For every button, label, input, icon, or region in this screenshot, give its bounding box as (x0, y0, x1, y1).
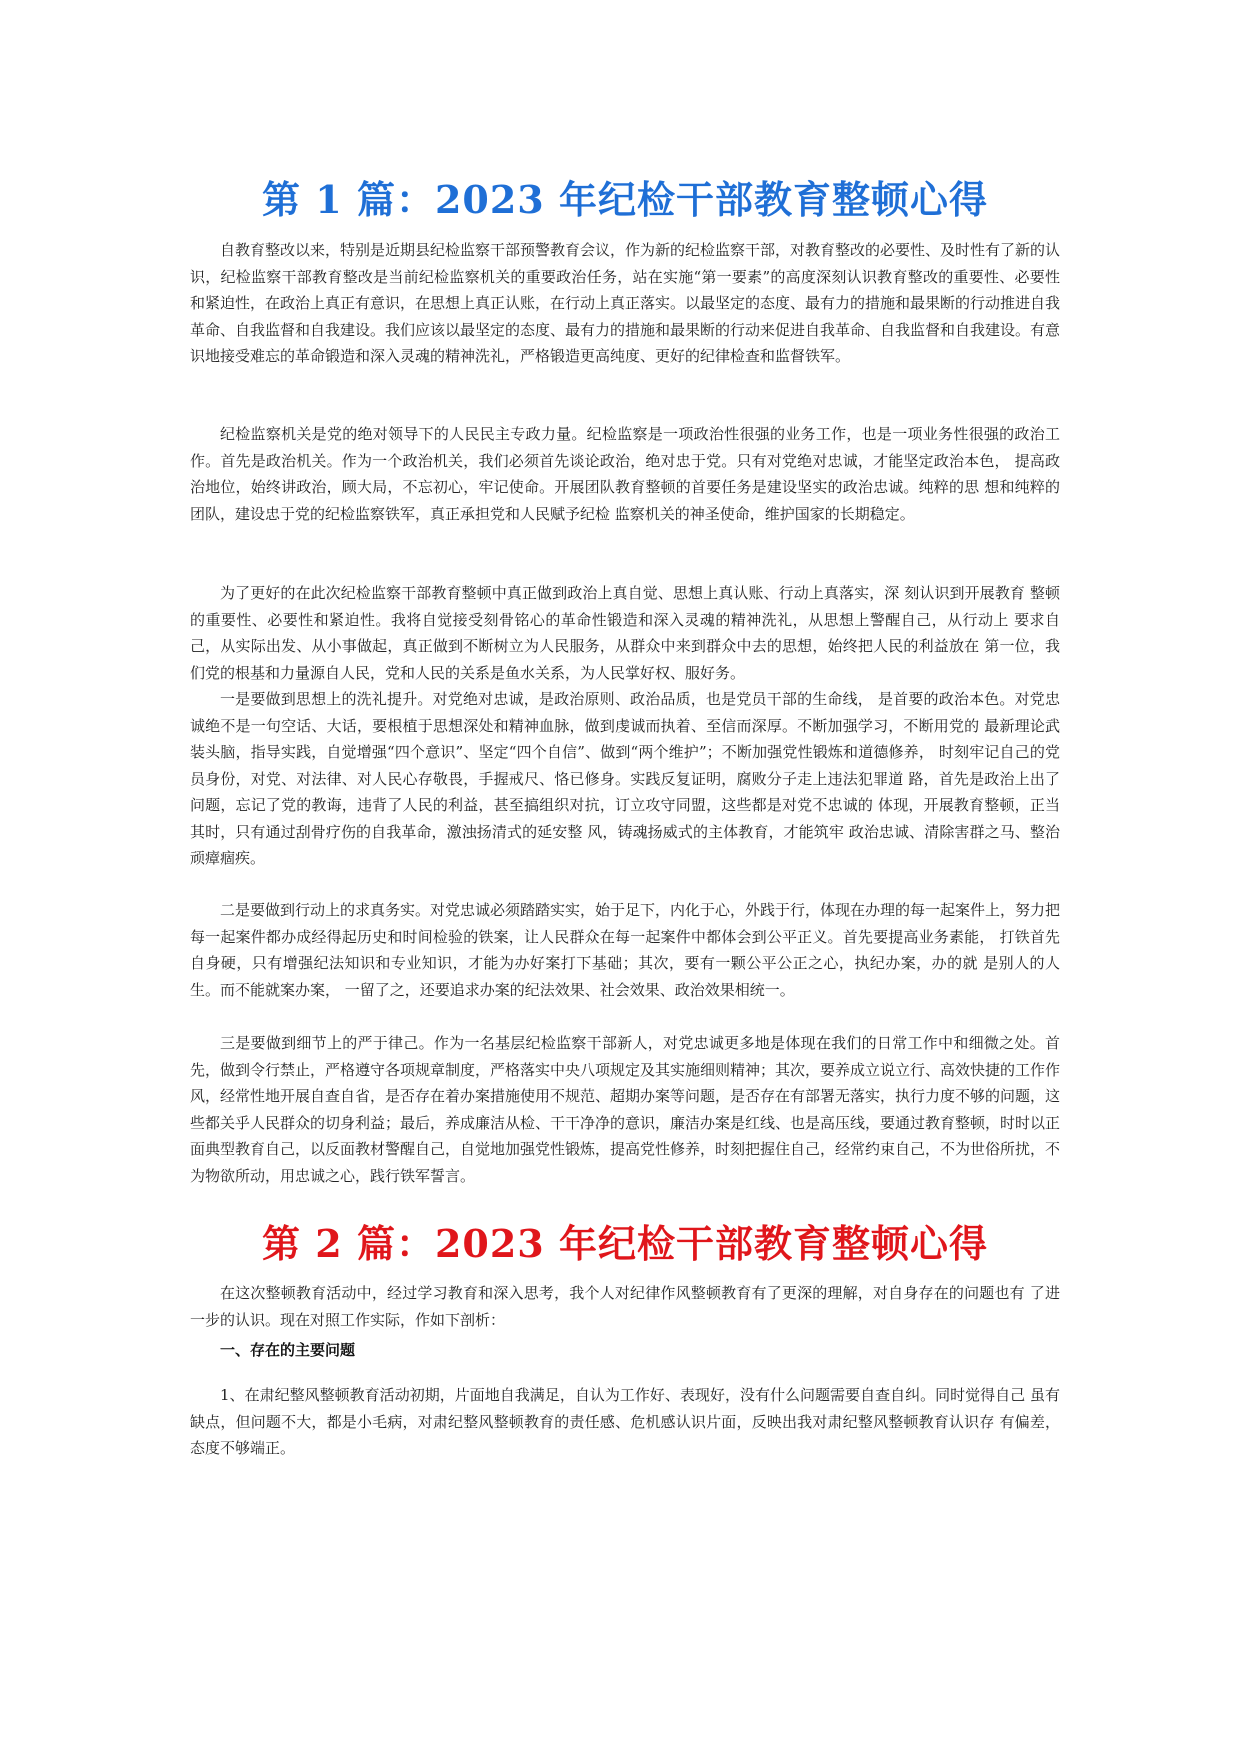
article-1-paragraph-1: 自教育整改以来，特别是近期县纪检监察干部预警教育会议，作为新的纪检监察干部，对教育整改的必要性、及时性有了新的认识，纪检监察干部教育整改是当前纪检监察机关的重要政治任务，站在实施“第一要素”的高度深刻认识教育整改的重要性、必要性和紧迫性，在政治上真正有意识，在思想上真正认账，在行动上真正落实。以最坚定的态度、最有力的措施和最果断的行动推进自我革命、自我监督和自我建设。我们应该以最坚定的态度、最有力的措施和最果断的行动来促进自我革命、自我监督和自我建设。有意识地接受难忘的革命锻造和深入灵魂的精神洗礼，严格锻造更高纯度、更好的纪律检查和监督铁军。 (190, 241, 1061, 365)
article-2-item-1: 1、在肃纪整风整顿教育活动初期，片面地自我满足，自认为工作好、表现好，没有什么问题需要自查自纠。同时觉得自己 虽有缺点，但问题不大，都是小毛病，对肃纪整风整顿教育的责任感、危机感认识片面，反映出我对肃纪整风整顿教育认识存 有偏差，态度不够端正。 (190, 1386, 1060, 1457)
article-2-section-heading: 一、存在的主要问题 (220, 1341, 356, 1359)
article-1-paragraph-5: 二是要做到行动上的求真务实。对党忠诚必须踏踏实实，始于足下，内化于心，外践于行，体现在办理的每一起案件上，努力把每一起案件都办成经得起历史和时间检验的铁案，让人民群众在每一起案件中都体会到公平正义。首先要提高业务素能， 打铁首先自身硬，只有增强纪法知识和专业知识，才能为办好案打下基础；其次，要有一颗公平公正之心，执纪办案，办的就 是别人的人生。而不能就案办案， 一留了之，还要追求办案的纪法效果、社会效果、政治效果相统一。 (190, 901, 1061, 999)
article-1-paragraph-2: 纪检监察机关是党的绝对领导下的人民民主专政力量。纪检监察是一项政治性很强的业务工作，也是一项业务性很强的政治工作。首先是政治机关。作为一个政治机关，我们必须首先谈论政治，绝对忠于党。只有对党绝对忠诚，才能坚定政治本色， 提高政治地位，始终讲政治，顾大局，不忘初心，牢记使命。开展团队教育整顿的首要任务是建设坚实的政治忠诚。纯粹的思 想和纯粹的团队，建设忠于党的纪检监察铁军，真正承担党和人民赋予纪检 监察机关的神圣使命，维护国家的长期稳定。 (190, 425, 1060, 523)
article-2-intro: 在这次整顿教育活动中，经过学习教育和深入思考，我个人对纪律作风整顿教育有了更深的理解，对自身存在的问题也有 了进一步的认识。现在对照工作实际，作如下剖析： (190, 1284, 1060, 1329)
article-1-paragraph-3: 为了更好的在此次纪检监察干部教育整顿中真正做到政治上真自觉、思想上真认账、行动上真落实，深 刻认识到开展教育 整顿的重要性、必要性和紧迫性。我将自觉接受刻骨铭心的革命性锻造和深入灵魂的精神洗礼，从思想上警醒自己，从行动上 要求自己，从实际出发、从小事做起，真正做到不断树立为人民服务，从群众中来到群众中去的思想，始终把人民的利益放在 第一位，我们党的根基和力量源自人民，党和人民的关系是鱼水关系，为人民掌好权、服好务。 (190, 584, 1060, 682)
article-1-paragraph-4: 一是要做到思想上的洗礼提升。对党绝对忠诚，是政治原则、政治品质，也是党员干部的生命线， 是首要的政治本色。对党忠诚绝不是一句空话、大话，要根植于思想深处和精神血脉，做到虔诚而执着、至信而深厚。不断加强学习，不断用党的 最新理论武装头脑，指导实践，自觉增强“四个意识”、坚定“四个自信”、做到“两个维护”；不断加强党性锻炼和道德修养， 时刻牢记自己的党员身份，对党、对法律、对人民心存敬畏，手握戒尺、恪已修身。实践反复证明，腐败分子走上违法犯罪道 路，首先是政治上出了问题，忘记了党的教诲，违背了人民的利益，甚至搞组织对抗，订立攻守同盟，这些都是对党不忠诚的 体现，开展教育整顿，正当其时，只有通过刮骨疗伤的自我革命，激浊扬清式的延安整 风，铸魂扬威式的主体教育，才能筑牢 政治忠诚、清除害群之马、整治顽瘴痼疾。 (190, 690, 1060, 867)
article-2-title: 第 2 篇：2023 年纪检干部教育整顿心得 (262, 1221, 988, 1266)
article-1-title: 第 1 篇：2023 年纪检干部教育整顿心得 (262, 177, 988, 222)
article-1-paragraph-6: 三是要做到细节上的严于律己。作为一名基层纪检监察干部新人，对党忠诚更多地是体现在我们的日常工作中和细微之处。首先，做到令行禁止，严格遵守各项规章制度，严格落实中央八项规定及其实施细则精神；其次，要养成立说立行、高效快捷的工作作风，经常性地开展自查自省，是否存在着办案措施使用不规范、超期办案等问题，是否存在有部署无落实，执行力度不够的问题，这些都关乎人民群众的切身利益；最后，养成廉洁从检、干干净净的意识，廉洁办案是红线、也是高压线，要通过教育整顿，时时以正面典型教育自己，以反面教材警醒自己，自觉地加强党性锻炼，提高党性修养，时刻把握住自己，经常约束自己，不为世俗所扰，不为物欲所动，用忠诚之心，践行铁军誓言。 (190, 1034, 1061, 1185)
